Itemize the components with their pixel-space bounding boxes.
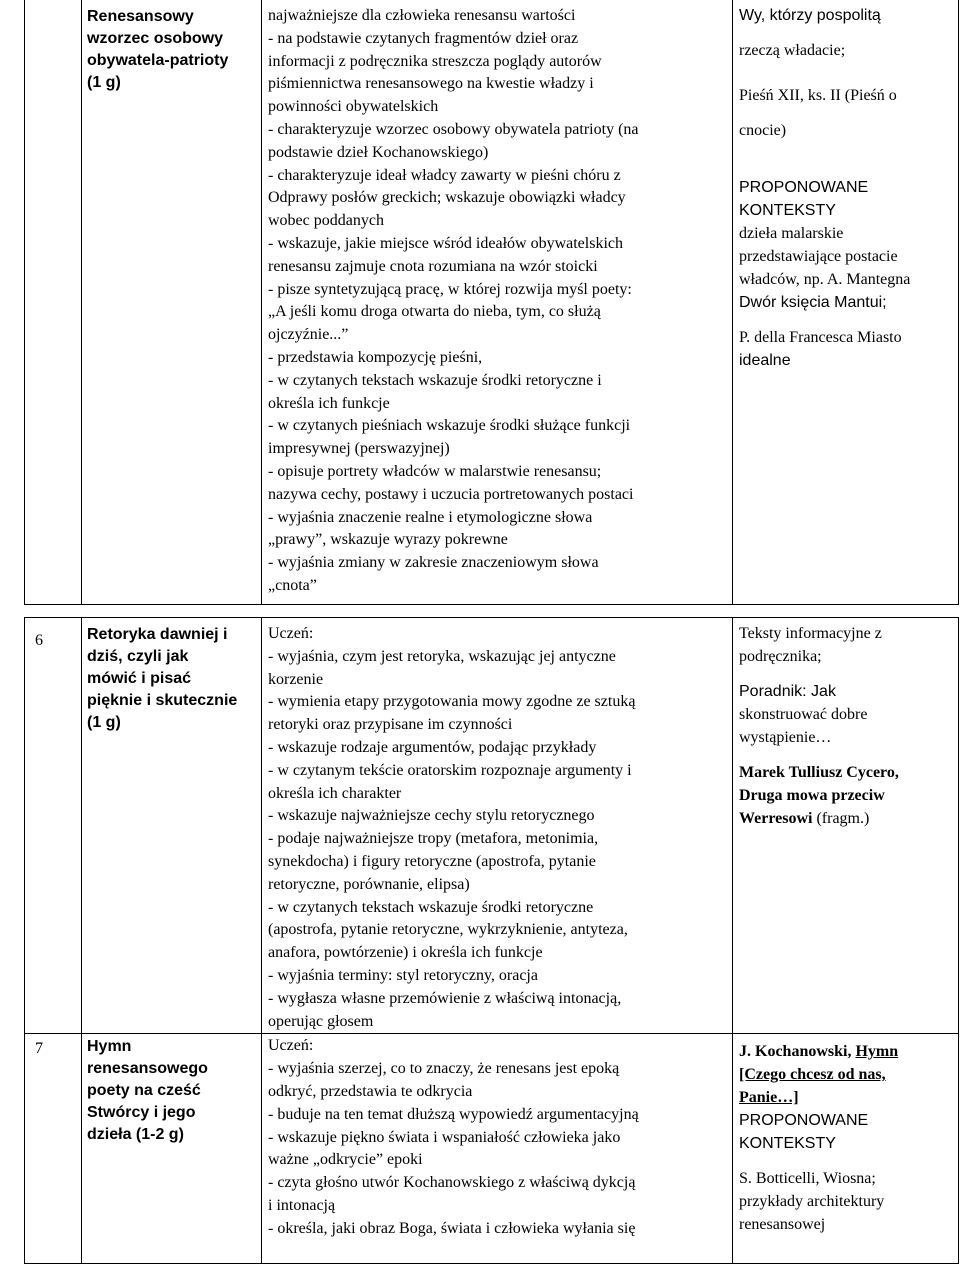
requirement-line: najważniejsze dla człowieka renesansu wartości [268, 7, 576, 24]
requirement-line: - wskazuje najważniejsze cechy stylu retorycznego [268, 807, 595, 825]
requirement-line: - wskazuje rodzaje argumentów, podając przykłady [268, 738, 597, 756]
reading-note: (fragm.) [812, 810, 870, 827]
requirement-line: nazywa cechy, postawy i uczucia portretowanych postaci [268, 485, 634, 503]
lesson-number: 6 [25, 618, 82, 1034]
requirement-line: - wyjaśnia szerzej, co to znaczy, że renesans jest epoką [268, 1060, 620, 1078]
topic-line: poety na cześć [87, 1082, 201, 1100]
topic-line: Renesansowy [87, 8, 194, 25]
requirement-line: - buduje na ten temat dłuższą wypowiedź argumentacyjną [268, 1105, 639, 1123]
proposed-contexts-label: KONTEKSTY [739, 1135, 836, 1153]
requirement-line: i intonacją [268, 1196, 336, 1214]
quote-line: Wy, którzy pospolitą [739, 7, 881, 24]
requirement-line: - charakteryzuje wzorzec osobowy obywatela patrioty (na [268, 120, 639, 138]
context-line: przykłady architektury [739, 1193, 885, 1211]
topic-line: Hymn [87, 1038, 132, 1056]
lesson-topic [82, 0, 262, 605]
requirement-line: ojczyźnie...” [268, 326, 349, 344]
requirement-line: anafora, powtórzenie) i określa ich funkcje [268, 944, 543, 962]
requirement-line: - charakteryzuje ideał władcy zawarty w pieśni chóru z [268, 166, 621, 184]
lesson-topic [82, 1034, 262, 1264]
requirement-line: synekdocha) i figury retoryczne (apostrofa, pytanie [268, 852, 596, 870]
requirement-line: - w czytanych pieśniach wskazuje środki służące funkcji [268, 417, 631, 435]
lesson-number [25, 0, 82, 605]
context-line: Dwór księcia Mantui; [739, 294, 887, 311]
requirement-line: określa ich funkcje [268, 394, 390, 412]
guide-title: skonstruować dobre [739, 706, 868, 723]
context-line: P. della Francesca Miasto [739, 329, 902, 346]
topic-line: dzieła (1-2 g) [87, 1126, 184, 1144]
reading-title [739, 1040, 954, 1063]
context-line: S. Botticelli, Wiosna; [739, 1170, 876, 1188]
table-row [25, 618, 959, 1034]
topic-line: pięknie i skutecznie [87, 692, 238, 709]
source-line: Pieśń XII, ks. II (Pieśń o [739, 87, 897, 104]
reading-title: Panie…] [739, 1089, 799, 1107]
table-row [25, 1034, 959, 1264]
requirement-line: korzenie [268, 670, 324, 688]
requirement-line: - wymienia etapy przygotowania mowy zgodne ze sztuką [268, 693, 636, 711]
student-label: Uczeń: [268, 625, 314, 642]
requirement-line: - opisuje portrety władców w malarstwie renesansu; [268, 462, 602, 480]
topic-line: dziś, czyli jak [87, 648, 189, 665]
curriculum-table-bottom [24, 617, 959, 1264]
requirement-line: wobec poddanych [268, 212, 384, 230]
requirement-line: - czyta głośno utwór Kochanowskiego z właściwą dykcją [268, 1174, 636, 1192]
guide-title: wystąpienie… [739, 729, 832, 746]
guide-title: Poradnik: Jak [739, 683, 836, 700]
requirements-cell [262, 0, 733, 605]
requirement-line: określa ich charakter [268, 784, 402, 802]
requirement-line: - wskazuje piękno świata i wspaniałość człowieka jako [268, 1128, 621, 1146]
requirement-line: powinności obywatelskich [268, 98, 439, 116]
topic-line: Stwórcy i jego [87, 1104, 196, 1122]
topic-line: obywatela-patrioty [87, 52, 229, 69]
context-line: podręcznika; [739, 648, 822, 665]
requirement-line: impresywnej (perswazyjnej) [268, 440, 450, 458]
source-line: cnocie) [739, 122, 787, 139]
requirement-line: - w czytanym tekście oratorskim rozpoznaje argumenty i [268, 761, 632, 779]
reading-title: Marek Tulliusz Cycero, [739, 764, 899, 781]
requirement-line: „A jeśli komu droga otwarta do nieba, tym, co służą [268, 303, 601, 321]
lesson-number: 7 [25, 1034, 82, 1264]
table-row [25, 0, 959, 605]
context-cell [733, 1034, 959, 1264]
topic-line: mówić i pisać [87, 670, 192, 687]
context-line: władców, np. A. Mantegna [739, 271, 911, 288]
requirement-line: retoryczne, porównanie, elipsa) [268, 875, 470, 893]
requirement-line: - wyjaśnia zmiany w zakresie znaczeniowym słowa [268, 554, 599, 572]
curriculum-table-top [24, 0, 959, 605]
requirement-line: - pisze syntetyzującą pracę, w której rozwija myśl poety: [268, 280, 632, 298]
proposed-contexts-label: PROPONOWANE [739, 179, 869, 196]
context-line: Teksty informacyjne z [739, 625, 882, 642]
requirements-cell [262, 1034, 733, 1264]
context-cell [733, 0, 959, 605]
requirement-line: ważne „odkrycie” epoki [268, 1151, 423, 1169]
requirement-line: operując głosem [268, 1012, 374, 1030]
requirement-line: - wskazuje, jakie miejsce wśród ideałów obywatelskich [268, 234, 623, 252]
reading-author: J. Kochanowski, [739, 1043, 856, 1061]
requirement-line: retoryki oraz przypisane im czynności [268, 716, 513, 734]
requirement-line: - podaje najważniejsze tropy (metafora, metonimia, [268, 830, 599, 848]
context-line: renesansowej [739, 1216, 826, 1234]
reading-title-link: Hymn [855, 1043, 899, 1061]
lesson-topic [82, 618, 262, 1034]
requirement-line: - wygłasza własne przemówienie z właściwą intonacją, [268, 989, 622, 1007]
requirements-cell [262, 618, 733, 1034]
quote-line: rzeczą władacie; [739, 42, 846, 59]
student-label: Uczeń: [268, 1037, 314, 1055]
requirement-line: - wyjaśnia terminy: styl retoryczny, oracja [268, 966, 538, 984]
proposed-contexts-label: PROPONOWANE [739, 1112, 869, 1130]
requirement-line: „cnota” [268, 576, 317, 594]
requirement-line: odkryć, przedstawia te odkrycia [268, 1082, 473, 1100]
reading-title: Druga mowa przeciw [739, 787, 885, 804]
context-line: dzieła malarskie [739, 225, 844, 242]
reading-title-bold: Werresowi [739, 810, 813, 827]
requirement-line: - w czytanych tekstach wskazuje środki retoryczne [268, 898, 594, 916]
proposed-contexts-label: KONTEKSTY [739, 202, 836, 219]
reading-title [739, 807, 954, 830]
requirement-line: piśmiennictwa renesansowego na kwestie władzy i [268, 75, 594, 93]
topic-line: renesansowego [87, 1060, 208, 1078]
requirement-line: „prawy”, wskazuje wyrazy pokrewne [268, 531, 508, 549]
requirement-line: - w czytanych tekstach wskazuje środki retoryczne i [268, 371, 602, 389]
requirement-line: (apostrofa, pytanie retoryczne, wykrzyknienie, antyteza, [268, 921, 628, 939]
curriculum-page [24, 0, 958, 1260]
requirement-line: - określa, jaki obraz Boga, świata i człowieka wyłania się [268, 1219, 636, 1237]
requirement-line: - wyjaśnia, czym jest retoryka, wskazując jej antyczne [268, 647, 616, 665]
context-line: przedstawiające postacie [739, 248, 898, 265]
context-cell [733, 618, 959, 1034]
requirement-line: informacji z podręcznika streszcza poglądy autorów [268, 52, 602, 70]
requirement-line: renesansu zajmuje cnota rozumiana na wzór stoicki [268, 257, 598, 275]
topic-line: (1 g) [87, 714, 121, 731]
context-line: idealne [739, 352, 791, 369]
topic-line: (1 g) [87, 74, 121, 91]
requirement-line: - przedstawia kompozycję pieśni, [268, 348, 483, 366]
topic-line: Retoryka dawniej i [87, 626, 228, 643]
requirement-line: - wyjaśnia znaczenie realne i etymologiczne słowa [268, 508, 593, 526]
reading-title: [Czego chcesz od nas, [739, 1066, 886, 1084]
requirement-line: - na podstawie czytanych fragmentów dzieł oraz [268, 29, 579, 47]
requirement-line: Odprawy posłów greckich; wskazuje obowiązki władcy [268, 189, 626, 207]
topic-line: wzorzec osobowy [87, 30, 224, 47]
requirement-line: podstawie dzieł Kochanowskiego) [268, 143, 489, 161]
